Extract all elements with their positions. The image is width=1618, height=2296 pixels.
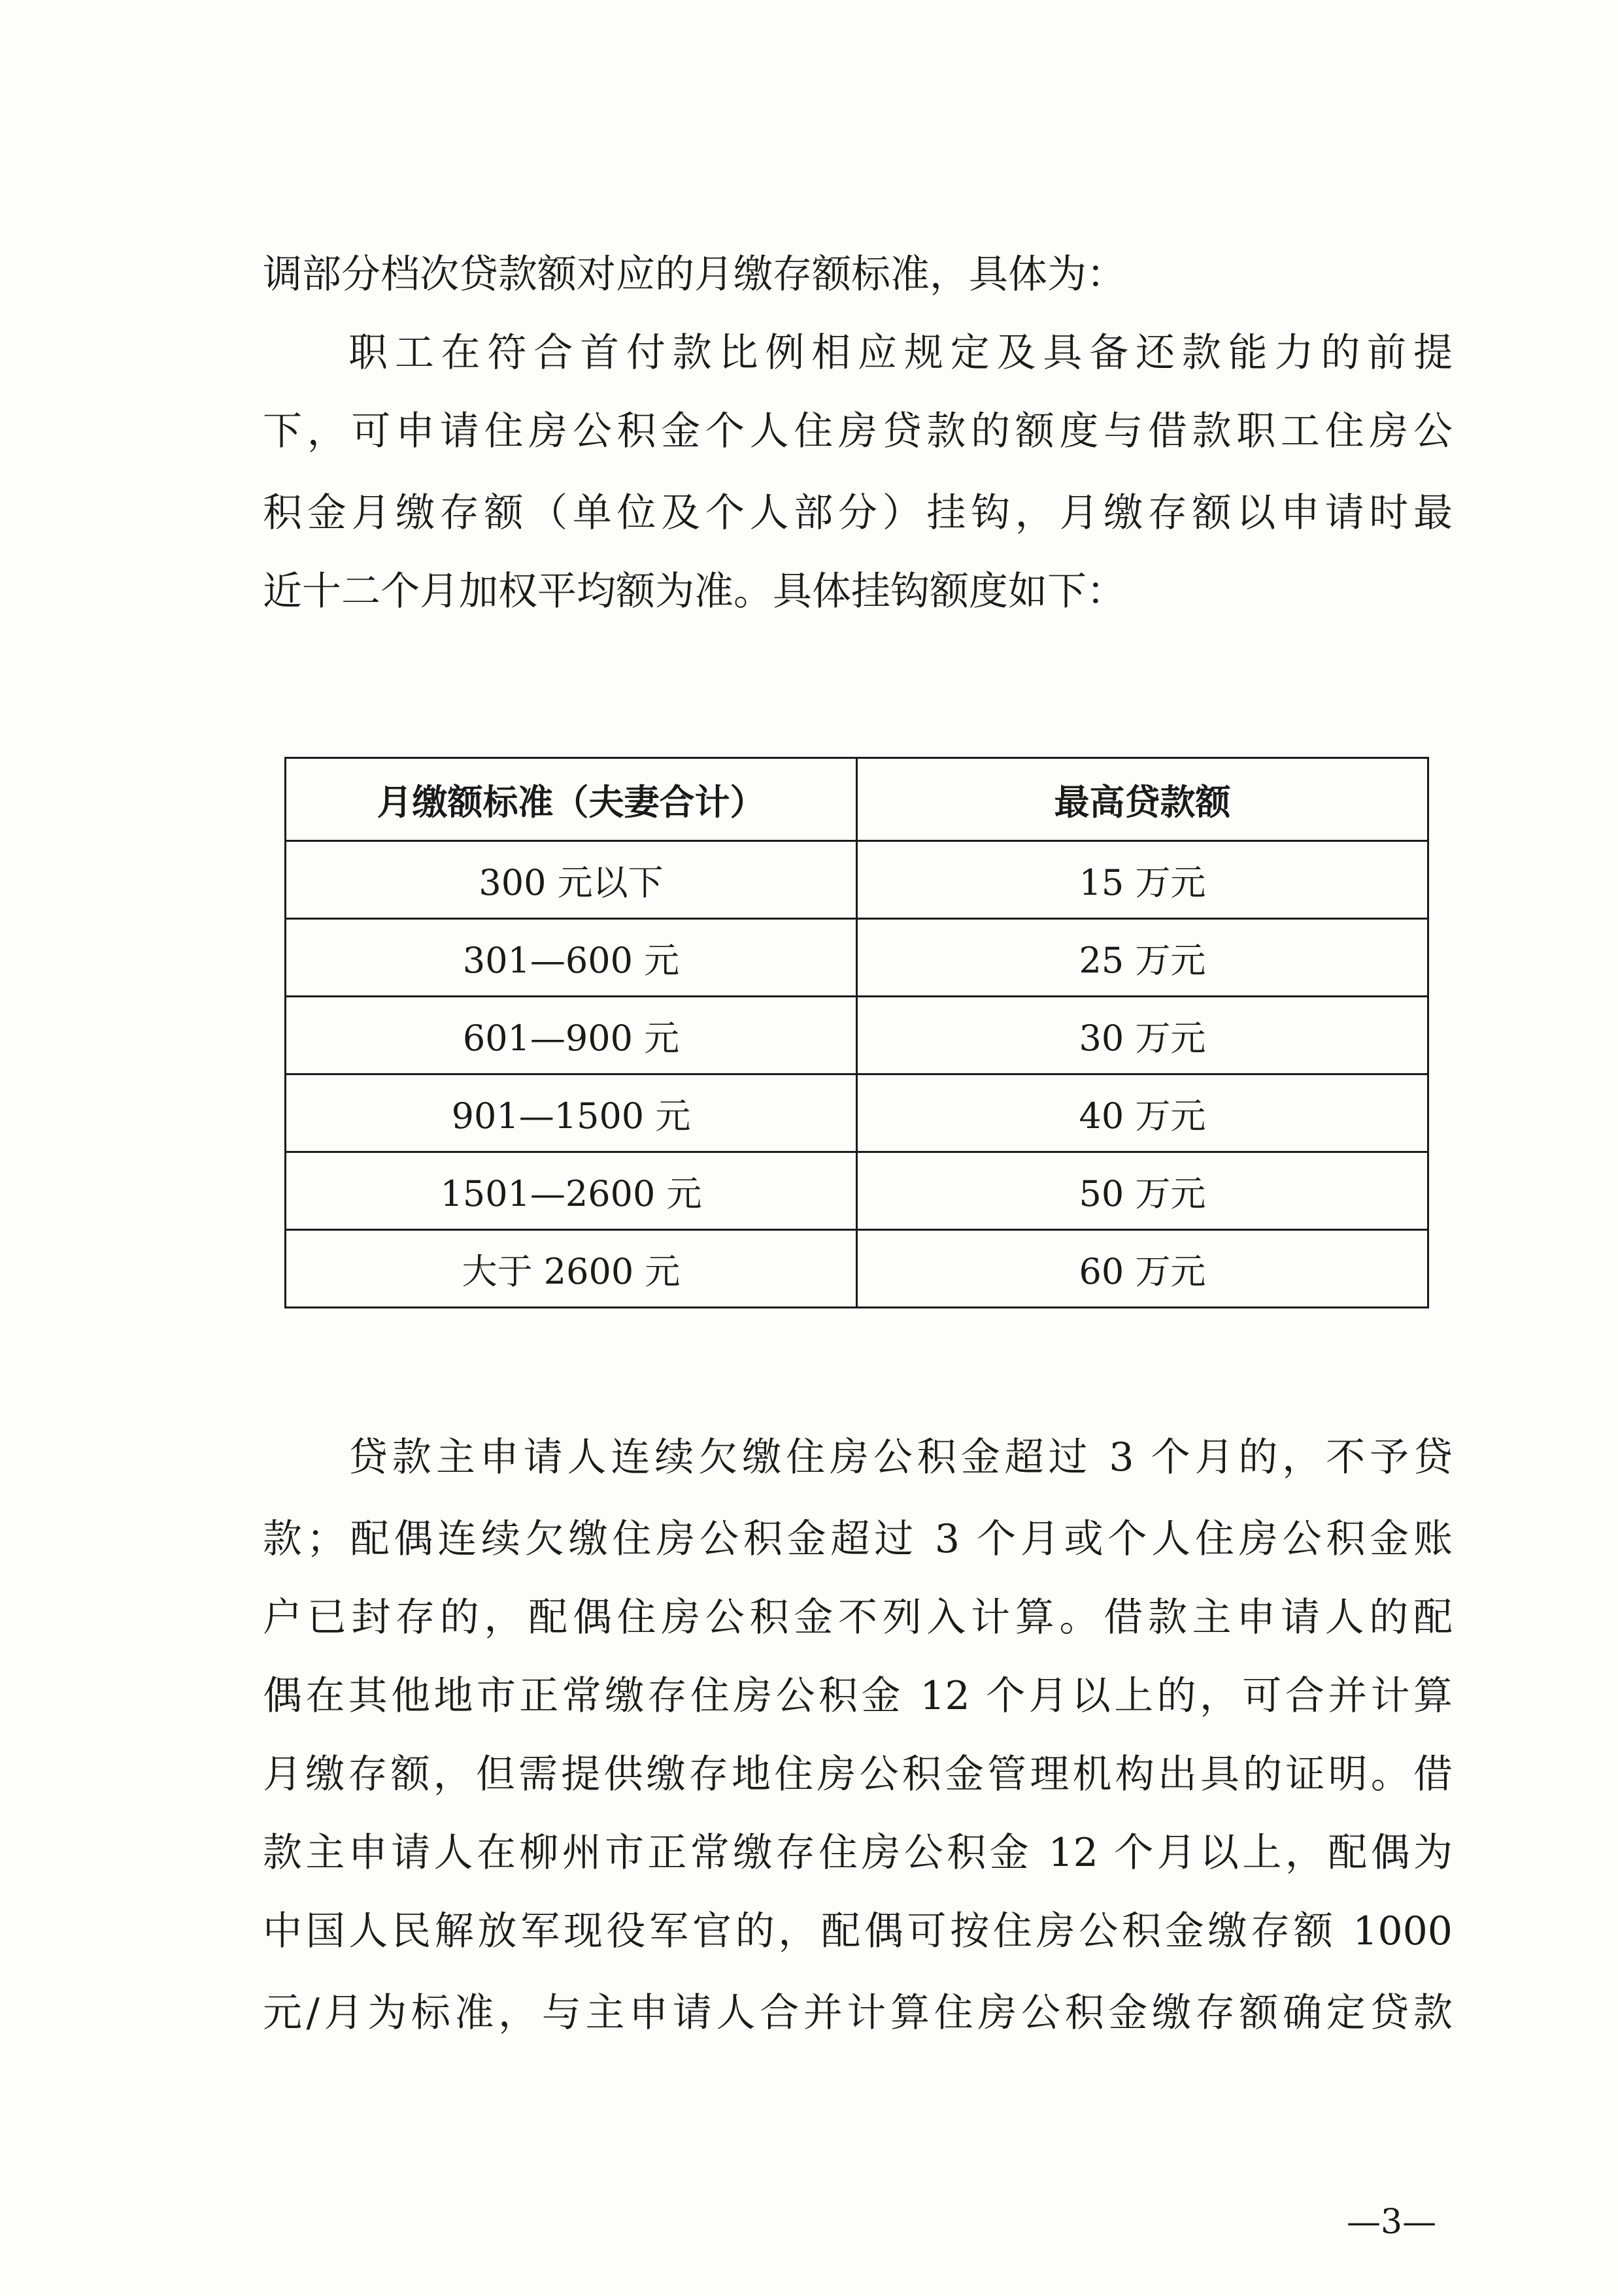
paragraph-2-line-3: 积金月缴存额（单位及个人部分）挂钩，月缴存额以申请时最	[263, 490, 1453, 536]
header-monthly-contribution: 月缴额标准（夫妻合计）	[286, 758, 857, 841]
table-cell-contribution: 301—600 元	[286, 919, 857, 997]
paragraph-2-line-2: 下，可申请住房公积金个人住房贷款的额度与借款职工住房公	[263, 408, 1453, 454]
paragraph-3-line-4: 偶在其他地市正常缴存住房公积金 12 个月以上的，可合并计算	[263, 1673, 1453, 1719]
paragraph-continuation-line: 调部分档次贷款额对应的月缴存额标准，具体为：	[263, 252, 1126, 297]
table-cell-loan: 60 万元	[857, 1230, 1428, 1308]
table-cell-loan: 15 万元	[857, 841, 1428, 919]
paragraph-3-line-3: 户已封存的，配偶住房公积金不列入计算。借款主申请人的配	[263, 1595, 1453, 1640]
table-row	[286, 919, 1428, 997]
paragraph-3-line-8: 元/月为标准，与主申请人合并计算住房公积金缴存额确定贷款	[263, 1990, 1453, 2036]
table-row	[286, 1230, 1428, 1308]
table-cell-loan: 50 万元	[857, 1152, 1428, 1230]
table-row	[286, 1152, 1428, 1230]
table-cell-contribution: 901—1500 元	[286, 1074, 857, 1152]
paragraph-3-line-1: 贷款主申请人连续欠缴住房公积金超过 3 个月的，不予贷	[348, 1435, 1453, 1480]
table-cell-loan: 30 万元	[857, 997, 1428, 1074]
table-row	[286, 997, 1428, 1074]
paragraph-3-line-6: 款主申请人在柳州市正常缴存住房公积金 12 个月以上，配偶为	[263, 1830, 1453, 1876]
table-row	[286, 841, 1428, 919]
table-row	[286, 1074, 1428, 1152]
table-cell-contribution: 601—900 元	[286, 997, 857, 1074]
table-cell-contribution: 1501—2600 元	[286, 1152, 857, 1230]
paragraph-2-line-1: 职工在符合首付款比例相应规定及具备还款能力的前提	[348, 330, 1453, 376]
loan-limit-table	[284, 757, 1429, 1308]
table-cell-loan: 25 万元	[857, 919, 1428, 997]
table-cell-contribution: 300 元以下	[286, 841, 857, 919]
paragraph-3-line-5: 月缴存额，但需提供缴存地住房公积金管理机构出具的证明。借	[263, 1752, 1453, 1797]
header-max-loan: 最高贷款额	[857, 758, 1428, 841]
paragraph-3-line-2: 款；配偶连续欠缴住房公积金超过 3 个月或个人住房公积金账	[263, 1516, 1453, 1562]
table-cell-loan: 40 万元	[857, 1074, 1428, 1152]
table-cell-contribution: 大于 2600 元	[286, 1230, 857, 1308]
page-number: —3—	[1347, 2203, 1437, 2242]
paragraph-3-line-7: 中国人民解放军现役军官的，配偶可按住房公积金缴存额 1000	[263, 1908, 1453, 1954]
paragraph-2-line-4: 近十二个月加权平均额为准。具体挂钩额度如下：	[263, 569, 1126, 614]
table-header-row	[286, 758, 1428, 841]
